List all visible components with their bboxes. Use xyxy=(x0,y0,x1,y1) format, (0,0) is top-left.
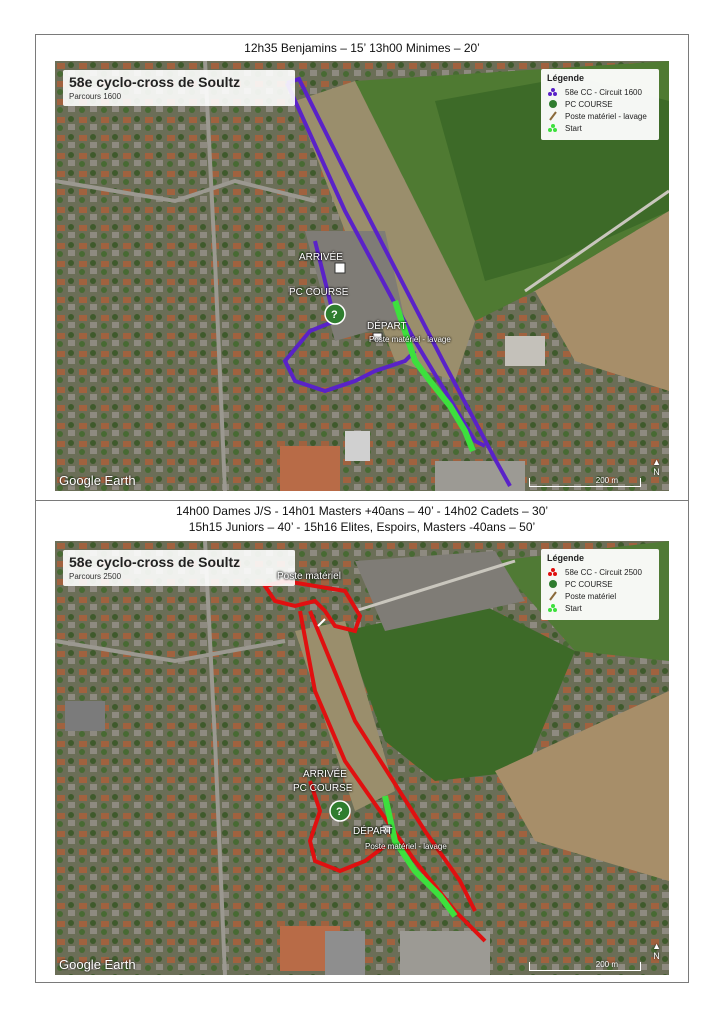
legend-item-circuit xyxy=(547,86,653,98)
legend-label-pc-course: PC COURSE xyxy=(565,99,613,109)
scale-label-2: 200 m xyxy=(595,960,618,969)
wrench-icon xyxy=(547,591,561,601)
satellite-map-1[interactable] xyxy=(55,61,669,491)
pc-course-icon xyxy=(547,99,561,109)
north-arrow-icon-1: ▲ N xyxy=(652,457,661,477)
start-icon xyxy=(547,603,561,613)
legend-2 xyxy=(541,549,659,620)
schedule-text-2a: 14h00 Dames J/S - 14h01 Masters +40ans – 40’ - 14h02 Cadets – 30’ xyxy=(175,504,549,518)
legend-item-start xyxy=(547,122,653,134)
map-subtitle-2: Parcours 2500 xyxy=(69,572,122,581)
legend-label-pc-course: PC COURSE xyxy=(565,579,613,589)
label-poste-2: Poste matériel - lavage xyxy=(365,842,447,851)
legend-item-start xyxy=(547,602,653,614)
schedule-text-2b: 15h15 Juniors – 40’ - 15h16 Elites, Espoirs, Masters -40ans – 50’ xyxy=(188,520,536,534)
legend-label-poste: Poste matériel - lavage xyxy=(565,111,647,121)
map-title-box-2 xyxy=(63,550,295,586)
north-arrow-icon-2: ▲ N xyxy=(652,941,661,961)
map-subtitle-1: Parcours 1600 xyxy=(69,92,122,101)
wrench-icon xyxy=(547,111,561,121)
legend-label-start: Start xyxy=(565,603,582,613)
track-icon xyxy=(547,567,561,577)
label-depart-2: DÉPART xyxy=(353,826,393,837)
legend-item-pc-course xyxy=(547,578,653,590)
map-title-box-1 xyxy=(63,70,295,106)
legend-item-poste xyxy=(547,590,653,602)
legend-title-1: Légende xyxy=(547,73,585,83)
scale-bar-1 xyxy=(529,478,641,487)
scale-label-1: 200 m xyxy=(595,476,618,485)
legend-label-circuit: 58e CC - Circuit 1600 xyxy=(565,87,642,97)
legend-title-2: Légende xyxy=(547,553,585,563)
legend-item-pc-course xyxy=(547,98,653,110)
label-arrivee-1: ARRIVÉE xyxy=(299,252,343,263)
map-panel-2500 xyxy=(35,500,689,983)
map-title-2: 58e cyclo-cross de Soultz xyxy=(69,554,241,570)
label-pc-course-2: PC COURSE xyxy=(293,783,353,794)
schedule-text-1: 12h35 Benjamins – 15’ 13h00 Minimes – 20’ xyxy=(244,41,480,55)
label-poste-top-2: Poste matériel xyxy=(277,571,341,582)
track-icon xyxy=(547,87,561,97)
start-icon xyxy=(547,123,561,133)
label-poste-1: Poste matériel - lavage xyxy=(369,335,451,344)
satellite-map-2[interactable] xyxy=(55,541,669,975)
label-pc-course-1: PC COURSE xyxy=(289,287,349,298)
legend-1 xyxy=(541,69,659,140)
legend-item-poste xyxy=(547,110,653,122)
label-depart-1: DÉPART xyxy=(367,321,407,332)
legend-label-start: Start xyxy=(565,123,582,133)
label-arrivee-2: ARRIVÉE xyxy=(303,769,347,780)
google-earth-logo-1: Google Earth xyxy=(59,473,136,488)
map-panel-1600 xyxy=(35,34,689,501)
svg-text:?: ? xyxy=(336,806,343,818)
pc-course-icon xyxy=(547,579,561,589)
scale-bar-2 xyxy=(529,962,641,971)
legend-label-circuit: 58e CC - Circuit 2500 xyxy=(565,567,642,577)
legend-item-circuit xyxy=(547,566,653,578)
google-earth-logo-2: Google Earth xyxy=(59,957,136,972)
legend-label-poste: Poste matériel xyxy=(565,591,617,601)
map-title-1: 58e cyclo-cross de Soultz xyxy=(69,74,241,90)
svg-text:?: ? xyxy=(331,309,338,321)
